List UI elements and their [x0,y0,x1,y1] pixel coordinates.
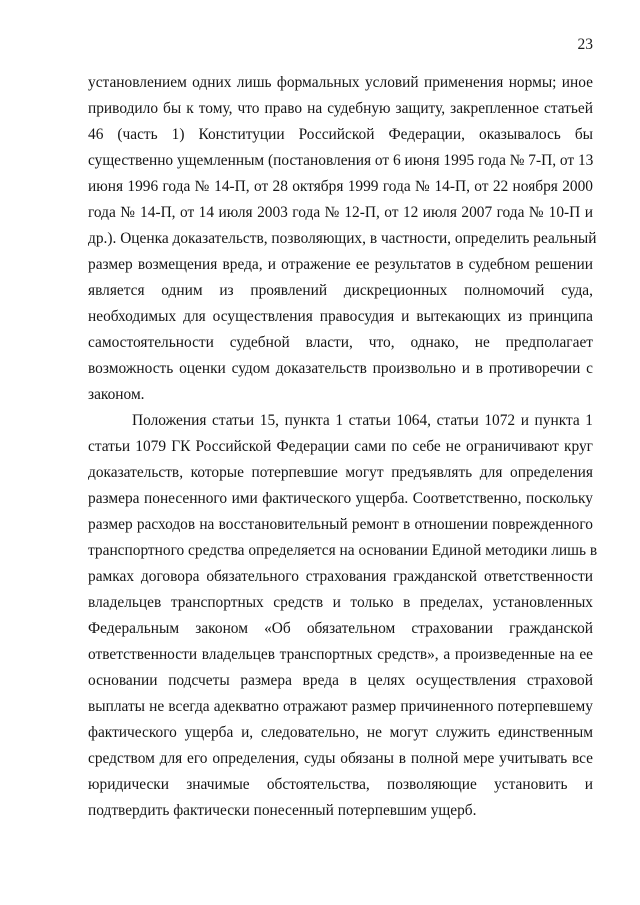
paragraph-1-line: июня 1996 года № 14-П, от 28 октября 1999 года № 14-П, от 22 ноября 2000 [88,178,593,195]
paragraph-1-line: др.). Оценка доказательств, позволяющих, в частности, определить реальный [88,230,597,247]
paragraph-2-line: основании подсчеты размера вреда в целях осуществления страховой [88,672,593,689]
paragraph-2-line: выплаты не всегда адекватно отражают размер причиненного потерпевшему [88,698,593,715]
paragraph-1-line: существенно ущемленным (постановления от 6 июня 1995 года № 7-П, от 13 [88,152,594,169]
paragraph-2-line: рамках договора обязательного страхования гражданской ответственности [88,568,593,585]
paragraph-1-line: размер возмещения вреда, и отражение ее результатов в судебном решении [88,256,593,273]
paragraph-2-line: доказательств, которые потерпевшие могут предъявлять для определения [88,464,593,481]
paragraph-2-line: Федеральным законом «Об обязательном страховании гражданской [88,620,593,637]
page-number: 23 [577,36,593,53]
paragraph-1-line: самостоятельности судебной власти, что, однако, не предполагает [88,334,593,351]
paragraph-2-line: юридически значимые обстоятельства, позволяющие установить и [88,776,593,793]
paragraph-2-line: подтвердить фактически понесенный потерпевшим ущерб. [88,802,477,819]
paragraph-1-line: установлением одних лишь формальных условий применения нормы; иное [88,74,593,91]
paragraph-2-line: владельцев транспортных средств и только в пределах, установленных [88,594,593,611]
paragraph-2-line: транспортного средства определяется на основании Единой методики лишь в [88,542,598,559]
paragraph-2-line: ответственности владельцев транспортных средств», а произведенные на ее [88,646,593,663]
paragraph-1-line: года № 14-П, от 14 июля 2003 года № 12-П, от 12 июля 2007 года № 10-П и [88,204,593,221]
paragraph-1-line: приводило бы к тому, что право на судебную защиту, закрепленное статьей [88,100,593,117]
paragraph-2-line: фактического ущерба и, следовательно, не могут служить единственным [88,724,593,741]
paragraph-1-line: является одним из проявлений дискреционных полномочий суда, [88,282,593,299]
paragraph-2-line: статьи 1079 ГК Российской Федерации сами по себе не ограничивают круг [88,438,593,455]
paragraph-1-line: необходимых для осуществления правосудия и вытекающих из принципа [88,308,593,325]
paragraph-2-line: размер расходов на восстановительный ремонт в отношении поврежденного [88,516,593,533]
paragraph-2-line: размера понесенного ими фактического ущерба. Соответственно, поскольку [88,490,593,507]
paragraph-2-line: Положения статьи 15, пункта 1 статьи 1064, статьи 1072 и пункта 1 [132,412,593,429]
paragraph-1-line: 46 (часть 1) Конституции Российской Федерации, оказывалось бы [88,126,593,143]
paragraph-2-line: средством для его определения, суды обязаны в полной мере учитывать все [88,750,593,767]
paragraph-1-line: возможность оценки судом доказательств произвольно и в противоречии с [88,360,593,377]
paragraph-1-line: законом. [88,386,145,403]
